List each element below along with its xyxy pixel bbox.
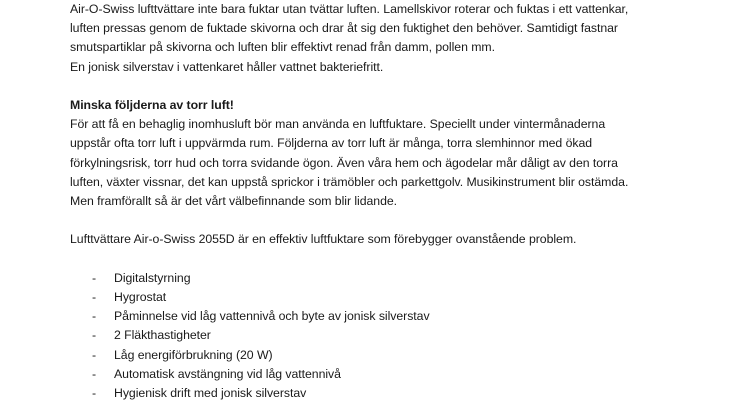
list-item-text: Hygienisk drift med jonisk silverstav [114, 385, 307, 400]
section-line: förkylningsrisk, torr hud och torra svidande ögon. Även våra hem och ägodelar mår dåligt av den torra [70, 155, 618, 170]
paragraph-spacer [70, 77, 720, 96]
section-heading: Minska följderna av torr luft! [70, 98, 234, 112]
intro-line: Air-O-Swiss lufttvättare inte bara fuktar utan tvättar luften. Lamellskivor roterar och fuktas i ett vattenkar, [70, 2, 629, 16]
dash-bullet: - [92, 385, 97, 400]
list-item [70, 307, 720, 326]
list-item [70, 269, 720, 288]
list-item-text: Digitalstyrning [114, 270, 191, 285]
list-item [70, 288, 720, 307]
list-item-text: Hygrostat [114, 289, 167, 304]
list-item-text: Påminnelse vid låg vattennivå och byte av jonisk silverstav [114, 309, 430, 324]
dash-bullet: - [92, 347, 97, 362]
dash-bullet: - [92, 289, 97, 304]
dash-bullet: - [92, 328, 97, 343]
section-line: Men framförallt så är det vårt välbefinnande som blir lidande. [70, 194, 398, 209]
list-item-text: 2 Fläkthastigheter [114, 328, 211, 343]
intro-line: En jonisk silverstav i vattenkaret håller vattnet bakteriefritt. [70, 59, 384, 74]
intro-line: luften pressas genom de fuktade skivorna och drar åt sig den fuktighet den behöver. Samtidigt fastnar [70, 21, 618, 36]
dash-bullet: - [92, 309, 97, 324]
section-line: För att få en behaglig inomhusluft bör man använda en luftfuktare. Speciellt under vintermånaderna [70, 117, 606, 132]
list-item [70, 326, 720, 345]
list-item [70, 365, 720, 384]
section-line: uppstår ofta torr luft i uppvärmda rum. Följderna av torr luft är många, torra slemhinnor med ökad [70, 136, 593, 151]
document-page [70, 0, 720, 403]
list-item-text: Automatisk avstängning vid låg vattennivå [114, 366, 341, 381]
feature-list [70, 269, 720, 403]
section-paragraph [70, 115, 720, 211]
section-line: luften, växter vissnar, det kan uppstå sprickor i trämöbler och parkettgolv. Musikinstrument blir ostämda. [70, 174, 629, 189]
list-item [70, 346, 720, 365]
dash-bullet: - [92, 366, 97, 381]
list-item-text: Låg energiförbrukning (20 W) [114, 347, 273, 362]
intro-line: smutspartiklar på skivorna och luften blir effektivt renad från damm, pollen mm. [70, 40, 495, 55]
dash-bullet: - [92, 270, 97, 285]
list-item [70, 384, 720, 403]
paragraph-spacer [70, 250, 720, 269]
summary-paragraph: Lufttvättare Air-o-Swiss 2055D är en effektiv luftfuktare som förebygger ovanstående problem. [70, 232, 577, 247]
intro-paragraph [70, 0, 720, 77]
paragraph-spacer [70, 211, 720, 230]
